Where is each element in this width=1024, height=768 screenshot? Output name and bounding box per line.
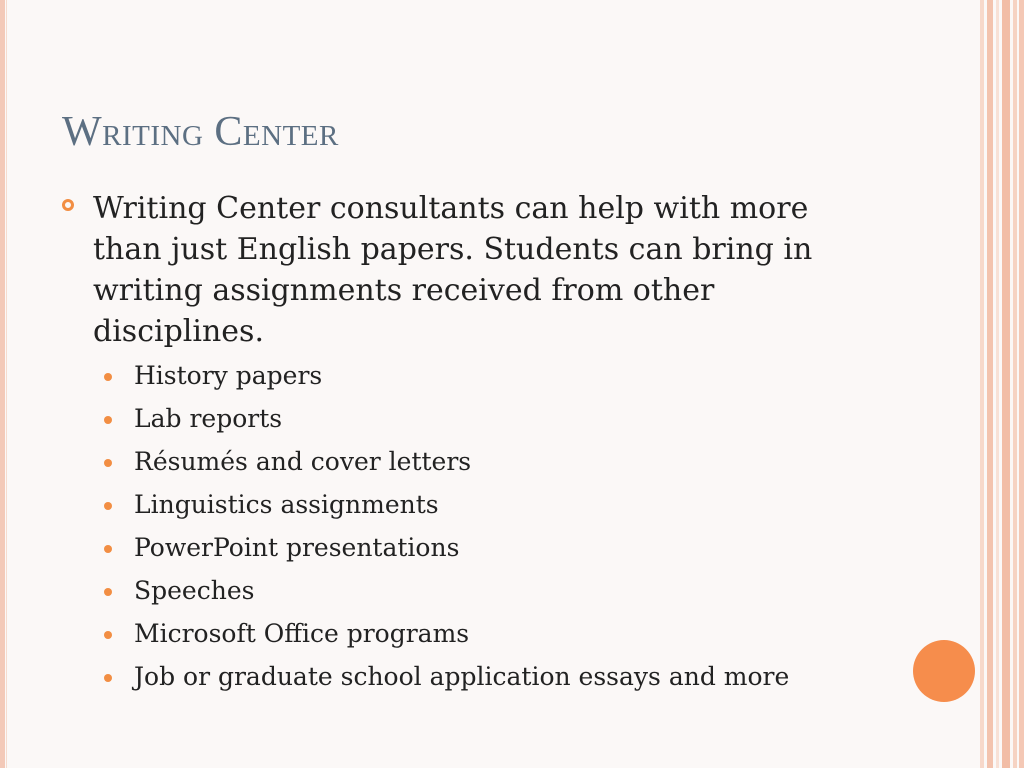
dot-bullet-icon <box>104 459 112 467</box>
sub-bullet-text: History papers <box>134 361 323 390</box>
sub-bullet-text: PowerPoint presentations <box>134 533 460 562</box>
orange-circle-decoration <box>913 640 975 702</box>
dot-bullet-icon <box>104 631 112 639</box>
sub-bullet-text: Microsoft Office programs <box>134 619 470 648</box>
dot-bullet-icon <box>104 373 112 381</box>
dot-bullet-icon <box>104 588 112 596</box>
dot-bullet-icon <box>104 674 112 682</box>
ring-bullet-icon <box>62 199 74 211</box>
sub-bullet-text: Résumés and cover letters <box>134 447 472 476</box>
sub-bullet-text: Job or graduate school application essays and more <box>134 662 790 691</box>
sub-bullet-text: Speeches <box>134 576 255 605</box>
dot-bullet-icon <box>104 416 112 424</box>
main-bullet-text: Writing Center consultants can help with more than just English papers. Students can bring in writing assignments received from other disciplines. <box>93 191 813 349</box>
sub-bullet-text: Linguistics assignments <box>134 490 439 519</box>
right-stripes-decoration <box>980 0 1024 768</box>
left-border-decoration <box>0 0 5 768</box>
sub-bullet-text: Lab reports <box>134 404 283 433</box>
dot-bullet-icon <box>104 502 112 510</box>
slide-title: Writing Center <box>62 109 339 155</box>
dot-bullet-icon <box>104 545 112 553</box>
